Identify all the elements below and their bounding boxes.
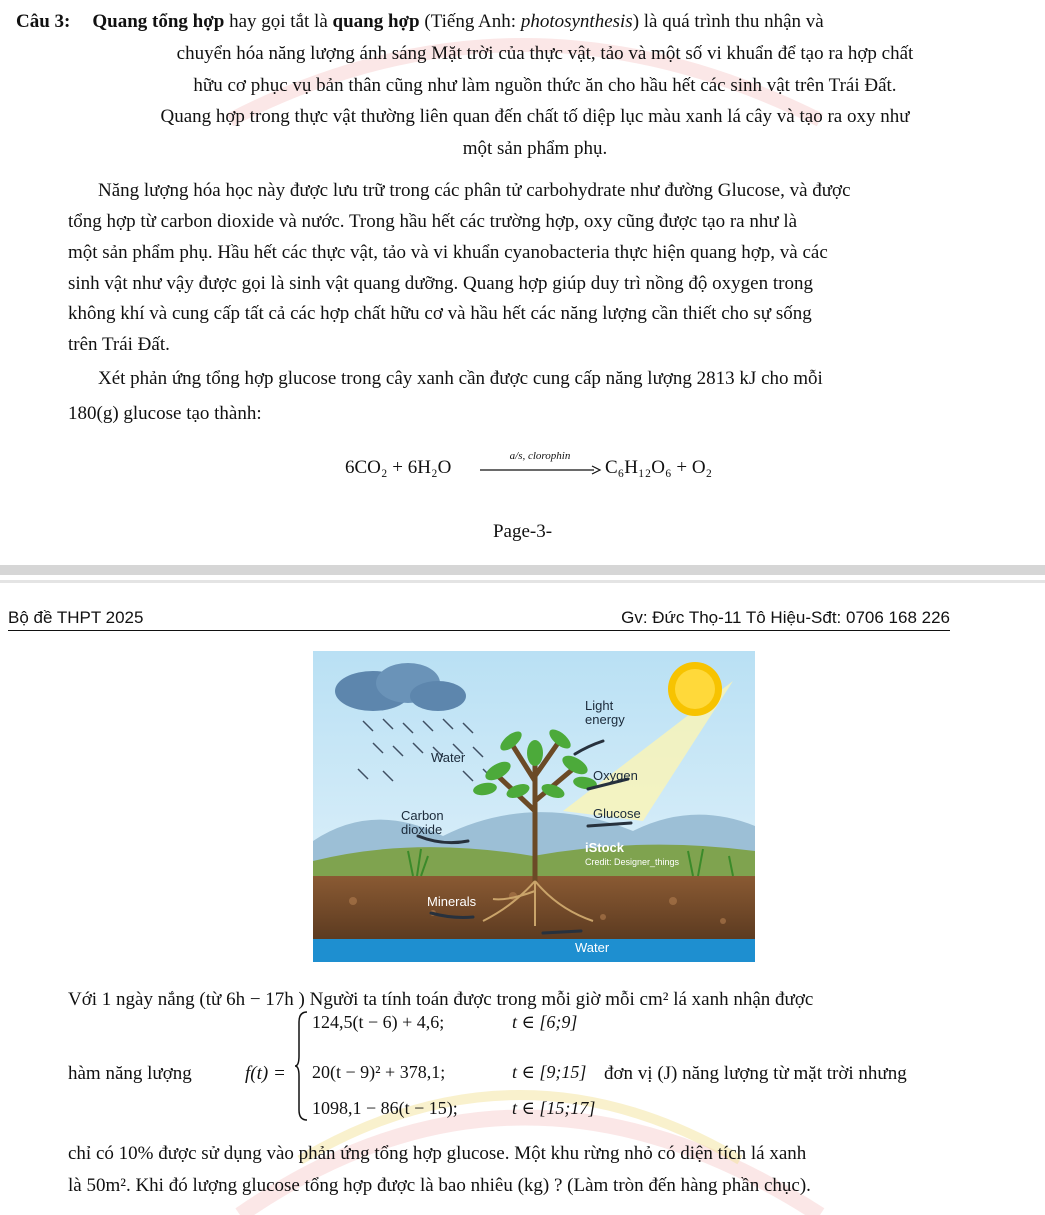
page-break-line	[0, 580, 1045, 583]
question-label: Câu 3:	[16, 11, 71, 32]
para2-line-2: tổng hợp từ carbon dioxide và nước. Trong hầu hết các trường hợp, oxy cũng được tạo ra như là	[68, 211, 798, 232]
term-photosynthesis: photosynthesis	[520, 11, 633, 32]
function-line-1b: lá xanh nhận được	[668, 989, 814, 1010]
intro-text-2: (Tiếng Anh:	[419, 11, 521, 32]
label-istock: iStock	[585, 840, 625, 855]
function-line-4b: . Khi đó lượng glucose tổng hợp được là bao nhiêu (kg) ? (Làm tròn đến hàng phần chục).	[125, 1175, 811, 1196]
leaf-area: 50m²	[86, 1175, 126, 1196]
label-oxygen: Oxygen	[593, 768, 638, 783]
page-break-bar	[0, 565, 1045, 575]
para2-line-6: trên Trái Đất.	[68, 334, 170, 355]
reaction-equation	[345, 450, 745, 490]
case-2: 20(t − 9)² + 378,1;	[312, 1062, 446, 1082]
case-3: 1098,1 − 86(t − 15);	[312, 1098, 458, 1118]
para2-line-1: Năng lượng hóa học này được lưu trữ trong các phân tử carbohydrate như đường Glucose, và được	[98, 180, 851, 201]
header-right: Gv: Đức Thọ-11 Tô Hiệu-Sđt: 0706 168 226	[621, 608, 950, 627]
page-header	[8, 606, 950, 631]
label-light-energy: Light energy	[585, 698, 625, 727]
label-minerals: Minerals	[427, 894, 477, 909]
header-left: Bộ đề THPT 2025	[8, 608, 144, 627]
photosynthesis-figure	[313, 651, 755, 962]
function-name: f(t) =	[245, 1063, 286, 1084]
page-number: Page-3-	[492, 521, 553, 542]
function-line-1a: Với 1 ngày nắng (từ 6h − 17h ) Người ta tính toán được trong mỗi giờ mỗi	[68, 989, 640, 1010]
glucose-mass: 180(g)	[68, 403, 119, 424]
function-line-3: chỉ có 10% được sử dụng vào phản ứng tổng hợp glucose. Một khu rừng nhỏ có diện tích lá xanh	[68, 1143, 807, 1164]
question-line-4: Quang hợp trong thực vật thường liên quan đến chất tố diệp lục màu xanh lá cây và tạo ra oxy như	[160, 106, 910, 127]
equation-condition: a/s, clorophin	[509, 450, 571, 462]
function-line-1	[68, 988, 813, 1012]
para3-line-2	[68, 402, 262, 426]
equation-lhs: 6CO₂ + 6H₂O	[345, 457, 452, 478]
para2-line-3: một sản phẩm phụ. Hầu hết các thực vật, tảo và vi khuẩn cyanobacteria thực hiện quang hợp, và các	[68, 242, 828, 263]
label-glucose: Glucose	[593, 806, 641, 821]
domain-3: t ∈ [15;17]	[512, 1098, 596, 1118]
function-prefix: hàm năng lượng	[68, 1063, 192, 1084]
term-quang-tong-hop: Quang tổng hợp	[92, 11, 225, 32]
piecewise-brace	[294, 1010, 308, 1122]
label-water-bottom: Water	[575, 940, 610, 955]
unit-cm2: cm²	[639, 989, 669, 1010]
term-quang-hop: quang hợp	[332, 11, 420, 32]
function-line-4	[68, 1174, 811, 1198]
domain-2: t ∈ [9;15]	[512, 1062, 587, 1082]
domain-1: t ∈ [6;9]	[512, 1012, 578, 1032]
case-1: 124,5(t − 6) + 4,6;	[312, 1012, 445, 1032]
question-line-3: hữu cơ phục vụ bản thân cũng như làm nguồn thức ăn cho hầu hết các sinh vật trên Trái Đất.	[193, 75, 897, 96]
function-suffix: đơn vị (J) năng lượng từ mặt trời nhưng	[604, 1063, 907, 1084]
question-first-line	[16, 10, 824, 34]
function-line-4a: là	[68, 1175, 87, 1196]
photosynthesis-illustration	[313, 651, 755, 962]
label-water-top: Water	[431, 750, 466, 765]
para3-line-2-rest: glucose tạo thành:	[118, 403, 262, 424]
equation-arrow	[480, 464, 602, 476]
para2-line-5: không khí và cung cấp tất cả các hợp chất hữu cơ và hầu hết các năng lượng cần thiết cho sự sống	[68, 303, 812, 324]
equation-rhs: C₆H₁₂O₆ + O₂	[605, 457, 713, 478]
question-line-5: một sản phẩm phụ.	[462, 138, 608, 159]
label-carbon-dioxide: Carbon dioxide	[401, 808, 444, 837]
para2-line-4: sinh vật như vậy được gọi là sinh vật quang dưỡng. Quang hợp giúp duy trì nồng độ oxygen trong	[68, 273, 813, 294]
intro-text-3: ) là quá trình thu nhận và	[632, 11, 824, 32]
para3-line-1: Xét phản ứng tổng hợp glucose trong cây xanh cần được cung cấp năng lượng 2813 kJ cho mỗi	[98, 368, 823, 389]
intro-text-1: hay gọi tắt là	[224, 11, 333, 32]
question-line-2: chuyển hóa năng lượng ánh sáng Mặt trời của thực vật, tảo và một số vi khuẩn để tạo ra hợp chất	[176, 43, 914, 64]
label-credit: Credit: Designer_things	[585, 857, 680, 867]
